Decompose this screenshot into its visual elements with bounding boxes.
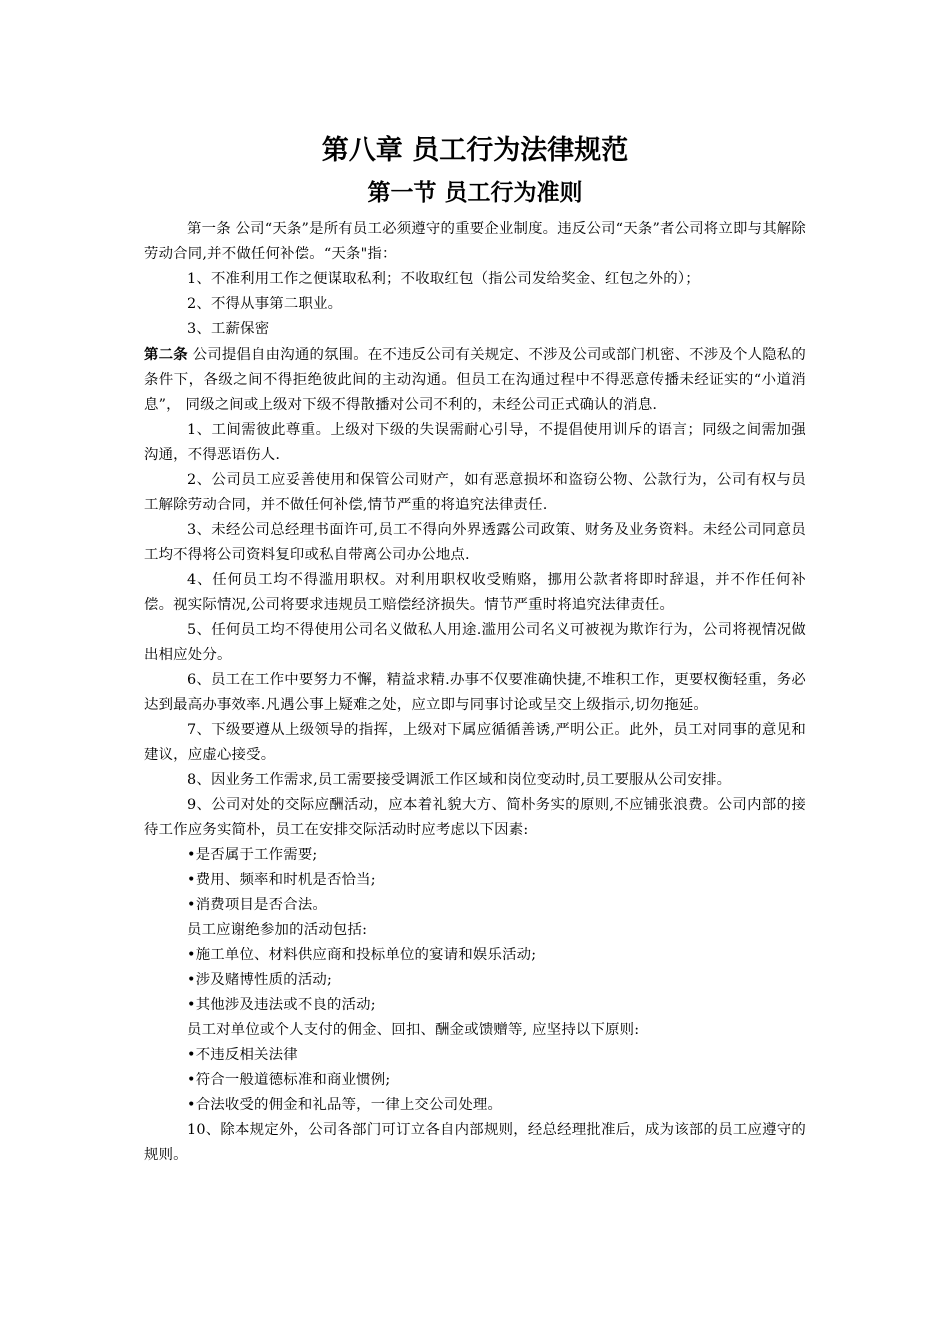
- paragraph: 1、工间需彼此尊重。上级对下级的失误需耐心引导，不提倡使用训斥的语言；同级之间需加强沟通，不得恶语伤人.: [144, 422, 806, 463]
- paragraph: 4、任何员工均不得滥用职权。对利用职权收受贿赂，挪用公款者将即时辞退，并不作任何补偿。视实际情况,公司将要求违规员工赔偿经济损失。情节严重时将追究法律责任。: [144, 572, 806, 613]
- paragraph: 2、不得从事第二职业。: [187, 296, 343, 312]
- article-number: 第二条: [144, 346, 188, 363]
- paragraph: 3、未经公司总经理书面许可,员工不得向外界透露公司政策、财务及业务资料。未经公司同意员工均不得将公司资料复印或私自带离公司办公地点.: [144, 522, 806, 563]
- bullet-item: •消费项目是否合法。: [187, 897, 328, 913]
- bullet-item: •合法收受的佣金和礼品等，一律上交公司处理。: [187, 1097, 503, 1113]
- bullet-item: •其他涉及违法或不良的活动;: [187, 997, 376, 1013]
- bullet-item: •涉及赌博性质的活动;: [187, 972, 333, 988]
- paragraph: 6、员工在工作中要努力不懈，精益求精.办事不仅要准确快捷,不堆积工作，更要权衡轻重，务必达到最高办事效率.凡遇公事上疑难之处，应立即与同事讨论或呈交上级指示,切勿拖延。: [144, 672, 806, 713]
- bullet-item: •是否属于工作需要;: [187, 847, 318, 863]
- chapter-title: 第八章 员工行为法律规范: [321, 135, 629, 166]
- paragraph: 10、除本规定外，公司各部门可订立各自内部规则，经总经理批准后，成为该部的员工应遵守的规则。: [144, 1122, 806, 1163]
- article-paragraph: [144, 342, 806, 418]
- document-body: [144, 217, 806, 1168]
- paragraph: 8、因业务工作需求,员工需要接受调派工作区域和岗位变动时,员工要服从公司安排。: [187, 772, 732, 788]
- paragraph: 2、公司员工应妥善使用和保管公司财产，如有恶意损坏和盗窃公物、公款行为，公司有权与员工解除劳动合同，并不做任何补偿,情节严重的将追究法律责任.: [144, 472, 806, 513]
- section-title: 第一节 员工行为准则: [367, 180, 583, 206]
- paragraph: 7、下级要遵从上级领导的指挥，上级对下属应循循善诱,严明公正。此外，员工对同事的意见和建议，应虚心接受。: [144, 722, 806, 763]
- paragraph: 员工对单位或个人支付的佣金、回扣、酬金或馈赠等, 应坚持以下原则:: [187, 1022, 640, 1038]
- paragraph: 员工应谢绝参加的活动包括:: [187, 922, 368, 938]
- paragraph: 1、不准利用工作之便谋取私利；不收取红包（指公司发给奖金、红包之外的）；: [187, 271, 700, 287]
- paragraph: 第一条 公司“天条”是所有员工必须遵守的重要企业制度。违反公司“天条”者公司将立即与其解除劳动合同,并不做任何补偿。“天条"指：: [144, 221, 806, 262]
- paragraph-text: 公司提倡自由沟通的氛围。在不违反公司有关规定、不涉及公司或部门机密、不涉及个人隐私的条件下，各级之间不得拒绝彼此间的主动沟通。但员工在沟通过程中不得恶意传播未经证实的“小道消息”， 同级之间或上级对下级不得散播对公司不利的，未经公司正式确认的消息.: [144, 347, 806, 413]
- bullet-item: •不违反相关法律: [187, 1047, 298, 1063]
- bullet-item: •施工单位、材料供应商和投标单位的宴请和娱乐活动;: [187, 947, 537, 963]
- paragraph: 3、工薪保密: [187, 321, 270, 337]
- paragraph: 5、任何员工均不得使用公司名义做私人用途.滥用公司名义可被视为欺诈行为，公司将视情况做出相应处分。: [144, 622, 806, 663]
- bullet-item: •费用、频率和时机是否恰当;: [187, 872, 376, 888]
- paragraph: 9、公司对处的交际应酬活动，应本着礼貌大方、简朴务实的原则,不应铺张浪费。公司内部的接待工作应务实简朴，员工在安排交际活动时应考虑以下因素:: [144, 797, 806, 838]
- bullet-item: •符合一般道德标准和商业惯例;: [187, 1072, 391, 1088]
